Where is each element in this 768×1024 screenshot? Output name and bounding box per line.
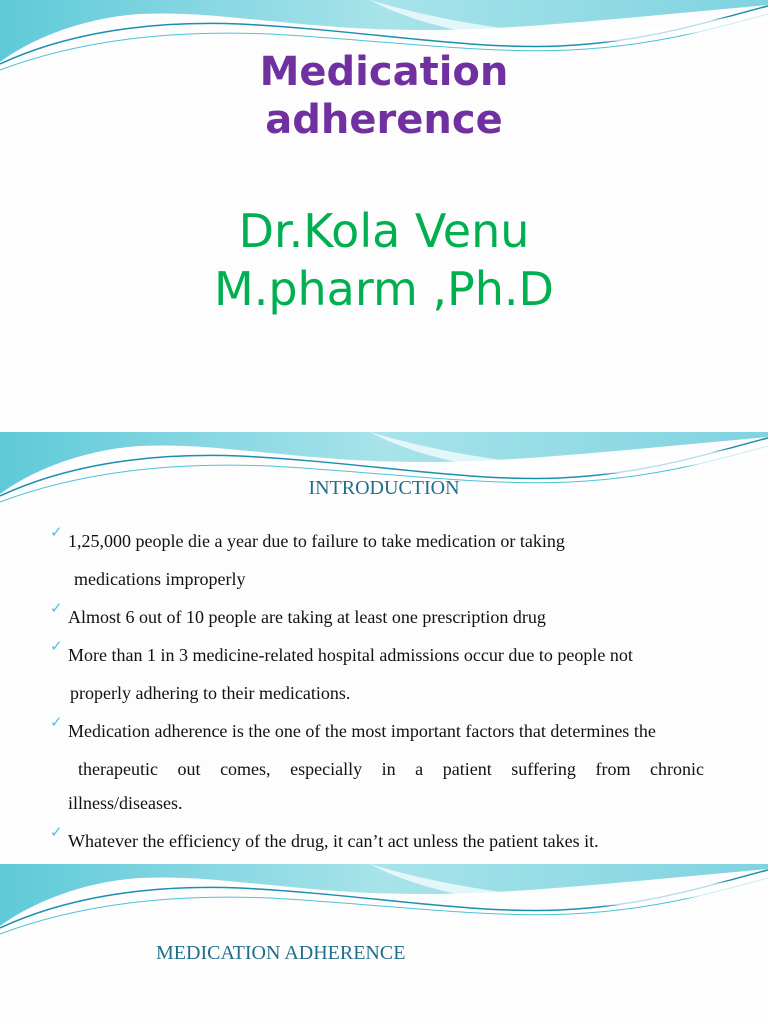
checkmark-icon: ✓ <box>50 713 63 731</box>
author-degrees: M.pharm ,Ph.D <box>214 262 554 316</box>
wave-header-decoration <box>0 432 768 512</box>
bullet-text-continuation: illness/diseases. <box>68 793 183 813</box>
slide-medication-adherence <box>0 864 768 1024</box>
title-line-1: Medication <box>259 49 509 95</box>
bullet-item <box>48 822 708 860</box>
checkmark-icon: ✓ <box>50 599 63 617</box>
bullet-item <box>48 598 708 636</box>
bullet-list <box>48 522 708 860</box>
author-block <box>0 202 768 318</box>
presentation-title <box>0 48 768 144</box>
bullet-text-continuation: therapeutic out comes, especially in a patient suffering from chronic <box>78 759 704 779</box>
slide-introduction <box>0 432 768 864</box>
bullet-text: Almost 6 out of 10 people are taking at least one prescription drug <box>68 607 546 627</box>
bullet-item <box>48 712 708 822</box>
bullet-text: Medication adherence is the one of the most important factors that determines the <box>68 721 656 741</box>
bullet-text-continuation: medications improperly <box>74 569 246 589</box>
bullet-item <box>48 636 708 712</box>
checkmark-icon: ✓ <box>50 637 63 655</box>
slide-heading: MEDICATION ADHERENCE <box>156 942 406 964</box>
bullet-text: More than 1 in 3 medicine-related hospital admissions occur due to people not <box>68 645 633 665</box>
bullet-text: 1,25,000 people die a year due to failure to take medication or taking <box>68 531 565 551</box>
bullet-text-continuation: properly adhering to their medications. <box>70 683 351 703</box>
checkmark-icon: ✓ <box>50 823 63 841</box>
slide-title <box>0 0 768 432</box>
title-line-2: adherence <box>265 97 503 143</box>
bullet-text: Whatever the efficiency of the drug, it can’t act unless the patient takes it. <box>68 831 599 851</box>
slide-heading: INTRODUCTION <box>308 477 460 499</box>
wave-header-decoration <box>0 864 768 944</box>
checkmark-icon: ✓ <box>50 523 63 541</box>
bullet-item <box>48 522 708 598</box>
author-name: Dr.Kola Venu <box>238 204 530 258</box>
